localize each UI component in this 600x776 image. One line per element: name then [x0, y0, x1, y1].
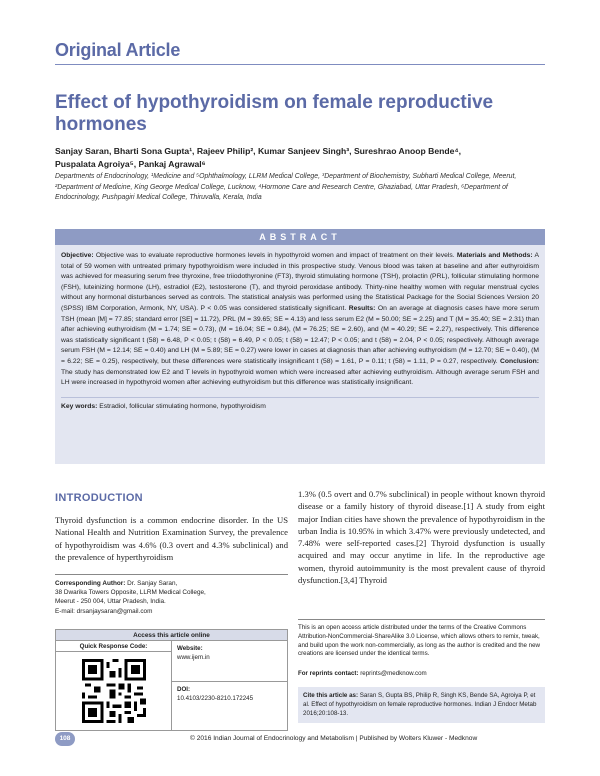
corr-name: Dr. Sanjay Saran, [125, 580, 178, 587]
doi-link[interactable]: 10.4103/2230-8210.172245 [177, 694, 254, 702]
introduction-heading: INTRODUCTION [55, 492, 143, 504]
license-notice: This is an open access article distributed under the terms of the Creative Commons Attribution-NonCommercial-ShareAlike 3.0 License, which allows others to remix, tweak, and build upon the work non-commercially, as long as the author is credited and the new creations are licensed under the identical terms. [298, 619, 545, 659]
objective-label: Objective: [61, 252, 94, 259]
keywords-text: Estradiol, follicular stimulating hormone, hypothyroidism [97, 402, 266, 410]
abstract-text [61, 251, 539, 389]
reprints-email[interactable]: reprints@medknow.com [358, 670, 427, 677]
qr-code-icon[interactable] [82, 659, 146, 723]
author-line-2: Puspalata Agroiya⁵, Pankaj Agrawal⁶ [55, 159, 206, 169]
methods-label: Materials and Methods: [456, 252, 533, 259]
doi-label: DOI: [177, 686, 191, 693]
access-heading: Access this article online [56, 630, 287, 641]
affiliations: Departments of Endocrinology, ¹Medicine and ⁵Ophthalmology, LLRM Medical College, ³Department of Biochemistry, Subharti Medical College, Meerut, ²Department of Medicine, King George Medical College, Lucknow, ⁴Hormone Care and Research Centre, Ghaziabad, Uttar Pradesh, ⁶Department of Endocrinology, Pushpagiri Medical College, Thiruvalla, Kerala, India [55, 173, 517, 201]
corr-address-1: 38 Dwarika Towers Opposite, LLRM Medical College, [55, 589, 206, 597]
conclusion-text: The study has demonstrated low E2 and T levels in hypothyroid women which were increased after achieving euthyroidism. Although average serum FSH and LH were increased in hypothyroid women after achieving euthyroidism but this difference was statistically insignificant. [61, 368, 539, 387]
page-number: 108 [55, 732, 75, 746]
corr-address-2: Meerut - 250 004, Uttar Pradesh, India. [55, 598, 166, 606]
cite-text: Saran S, Gupta BS, Philip R, Singh KS, Bende SA, Agroiya P, et al. Effect of hypothyroidism on female reproductive hormones. Indian J Endocr Metab 2016;20:108-13. [303, 692, 537, 717]
cite-box [298, 687, 545, 723]
keywords [61, 397, 539, 413]
article-title: Effect of hypothyroidism on female reproductive hormones [55, 92, 494, 135]
website-label: Website: [177, 645, 203, 652]
author-list [55, 145, 545, 171]
introduction-left-column: Thyroid dysfunction is a common endocrine disorder. In the US National Health and Nutrition Examination Survey, the prevalence of hypothyroidism was 4.6% (0.3 overt and 4.3% subclinical) and the prevalence of hyperthyroidism [55, 515, 288, 562]
header-divider [55, 64, 545, 65]
qr-label: Quick Response Code: [56, 641, 171, 652]
footer-text: © 2016 Indian Journal of Endocrinology and Metabolism | Published by Wolters Kluwer - Medknow [190, 735, 478, 742]
conclusion-label: Conclusion: [500, 357, 539, 365]
corr-email[interactable]: E-mail: drsanjaysaran@gmail.com [55, 607, 153, 615]
objective-text: Objective was to evaluate reproductive hormones levels in hypothyroid women and impact of treatment on their levels. [93, 252, 455, 259]
reprints-label: For reprints contact: [298, 670, 359, 677]
methods-text: A total of 59 women with untreated primary hypothyroidism were included in this prospective study. Venous blood was taken at baseline and after euthyroidism was achieved for measuring serum free thyroxine, free triiodothyronine (FT3), thyroid stimulating hormone (TSH), prolactin (PRL), follicular stimulating hormone (FSH), luteinizing hormone (LH), estradiol (E2), testosterone (T), and thyroid peroxidase antibody. Thirty-nine healthy women with regular menstrual cycles without any hormonal disturbances served as controls. The statistical analysis was performed using the Statistical Package for the Social Sciences Version 20 (SPSS) IBM Corporation, Armonk, NY, USA). P < 0.05 was considered statistically significant. [61, 252, 539, 312]
access-online-box [55, 629, 288, 731]
reprints-contact [298, 670, 427, 677]
corresponding-author-box [55, 574, 288, 616]
results-label: Results: [348, 304, 376, 312]
results-text: On an average at diagnosis cases have more serum TSH (mean [M] = 77.85; standard error [SE] = 11.72), PRL (M = 39.65; SE = 4.13) and less serum E2 (M = 50.00; SE = 2.25) and T (M = 35.40; SE = 2.31) than after achieving euthyroidism (M = 1.74; SE = 0.73), (M = 16.04; SE = 0.84), (M = 76.25; SE = 2.60), and (M = 40.29; SE = 2.27), respectively. This difference was statistically significant t (58) = 6.48, P < 0.05; t (58) = 6.49, P < 0.05; t (58) = 12.47; P < 0.05; and t (58) = 2.04, P < 0.05; respectively. Although average serum FSH (M = 12.14; SE = 0.40) and LH (M = 5.89; SE = 0.27) were lower in cases at diagnosis than after achieving euthyroidism (M = 12.70; SE = 0.40), (M = 6.22; SE = 0.25), respectively, but these differences were statistically insignificant t (58) = 1.61, P = 0.11; t (58) = 1.11, P = 0.27, respectively. [61, 304, 539, 365]
website-link[interactable]: www.ijem.in [177, 653, 210, 661]
abstract-box [55, 245, 545, 464]
article-type-label: Original Article [55, 40, 181, 60]
introduction-right-column: 1.3% (0.5 overt and 0.7% subclinical) in people without known thyroid disease or a family history of thyroid disease.[1] A study from eight major Indian cities have shown the prevalence of hypothyroidism in the urban India is 10.95% in which 3.47% were previously undetected, and 7.48% were self-reported cases.[2] Thyroid dysfunction is usually acquired and may occur anytime in life. In the reproductive age women, thyroid autoimmunity is the most prevalent cause of thyroid dysfunction.[3,4] Thyroid [298, 489, 545, 586]
corr-label: Corresponding Author: [55, 580, 126, 587]
keywords-label: Key words: [61, 402, 98, 410]
abstract-heading: ABSTRACT [55, 229, 545, 245]
cite-label: Cite this article as: [303, 692, 359, 699]
author-line-1: Sanjay Saran, Bharti Sona Gupta¹, Rajeev Philip², Kumar Sanjeev Singh³, Sureshrao Anoop Bende⁴, [55, 146, 462, 156]
